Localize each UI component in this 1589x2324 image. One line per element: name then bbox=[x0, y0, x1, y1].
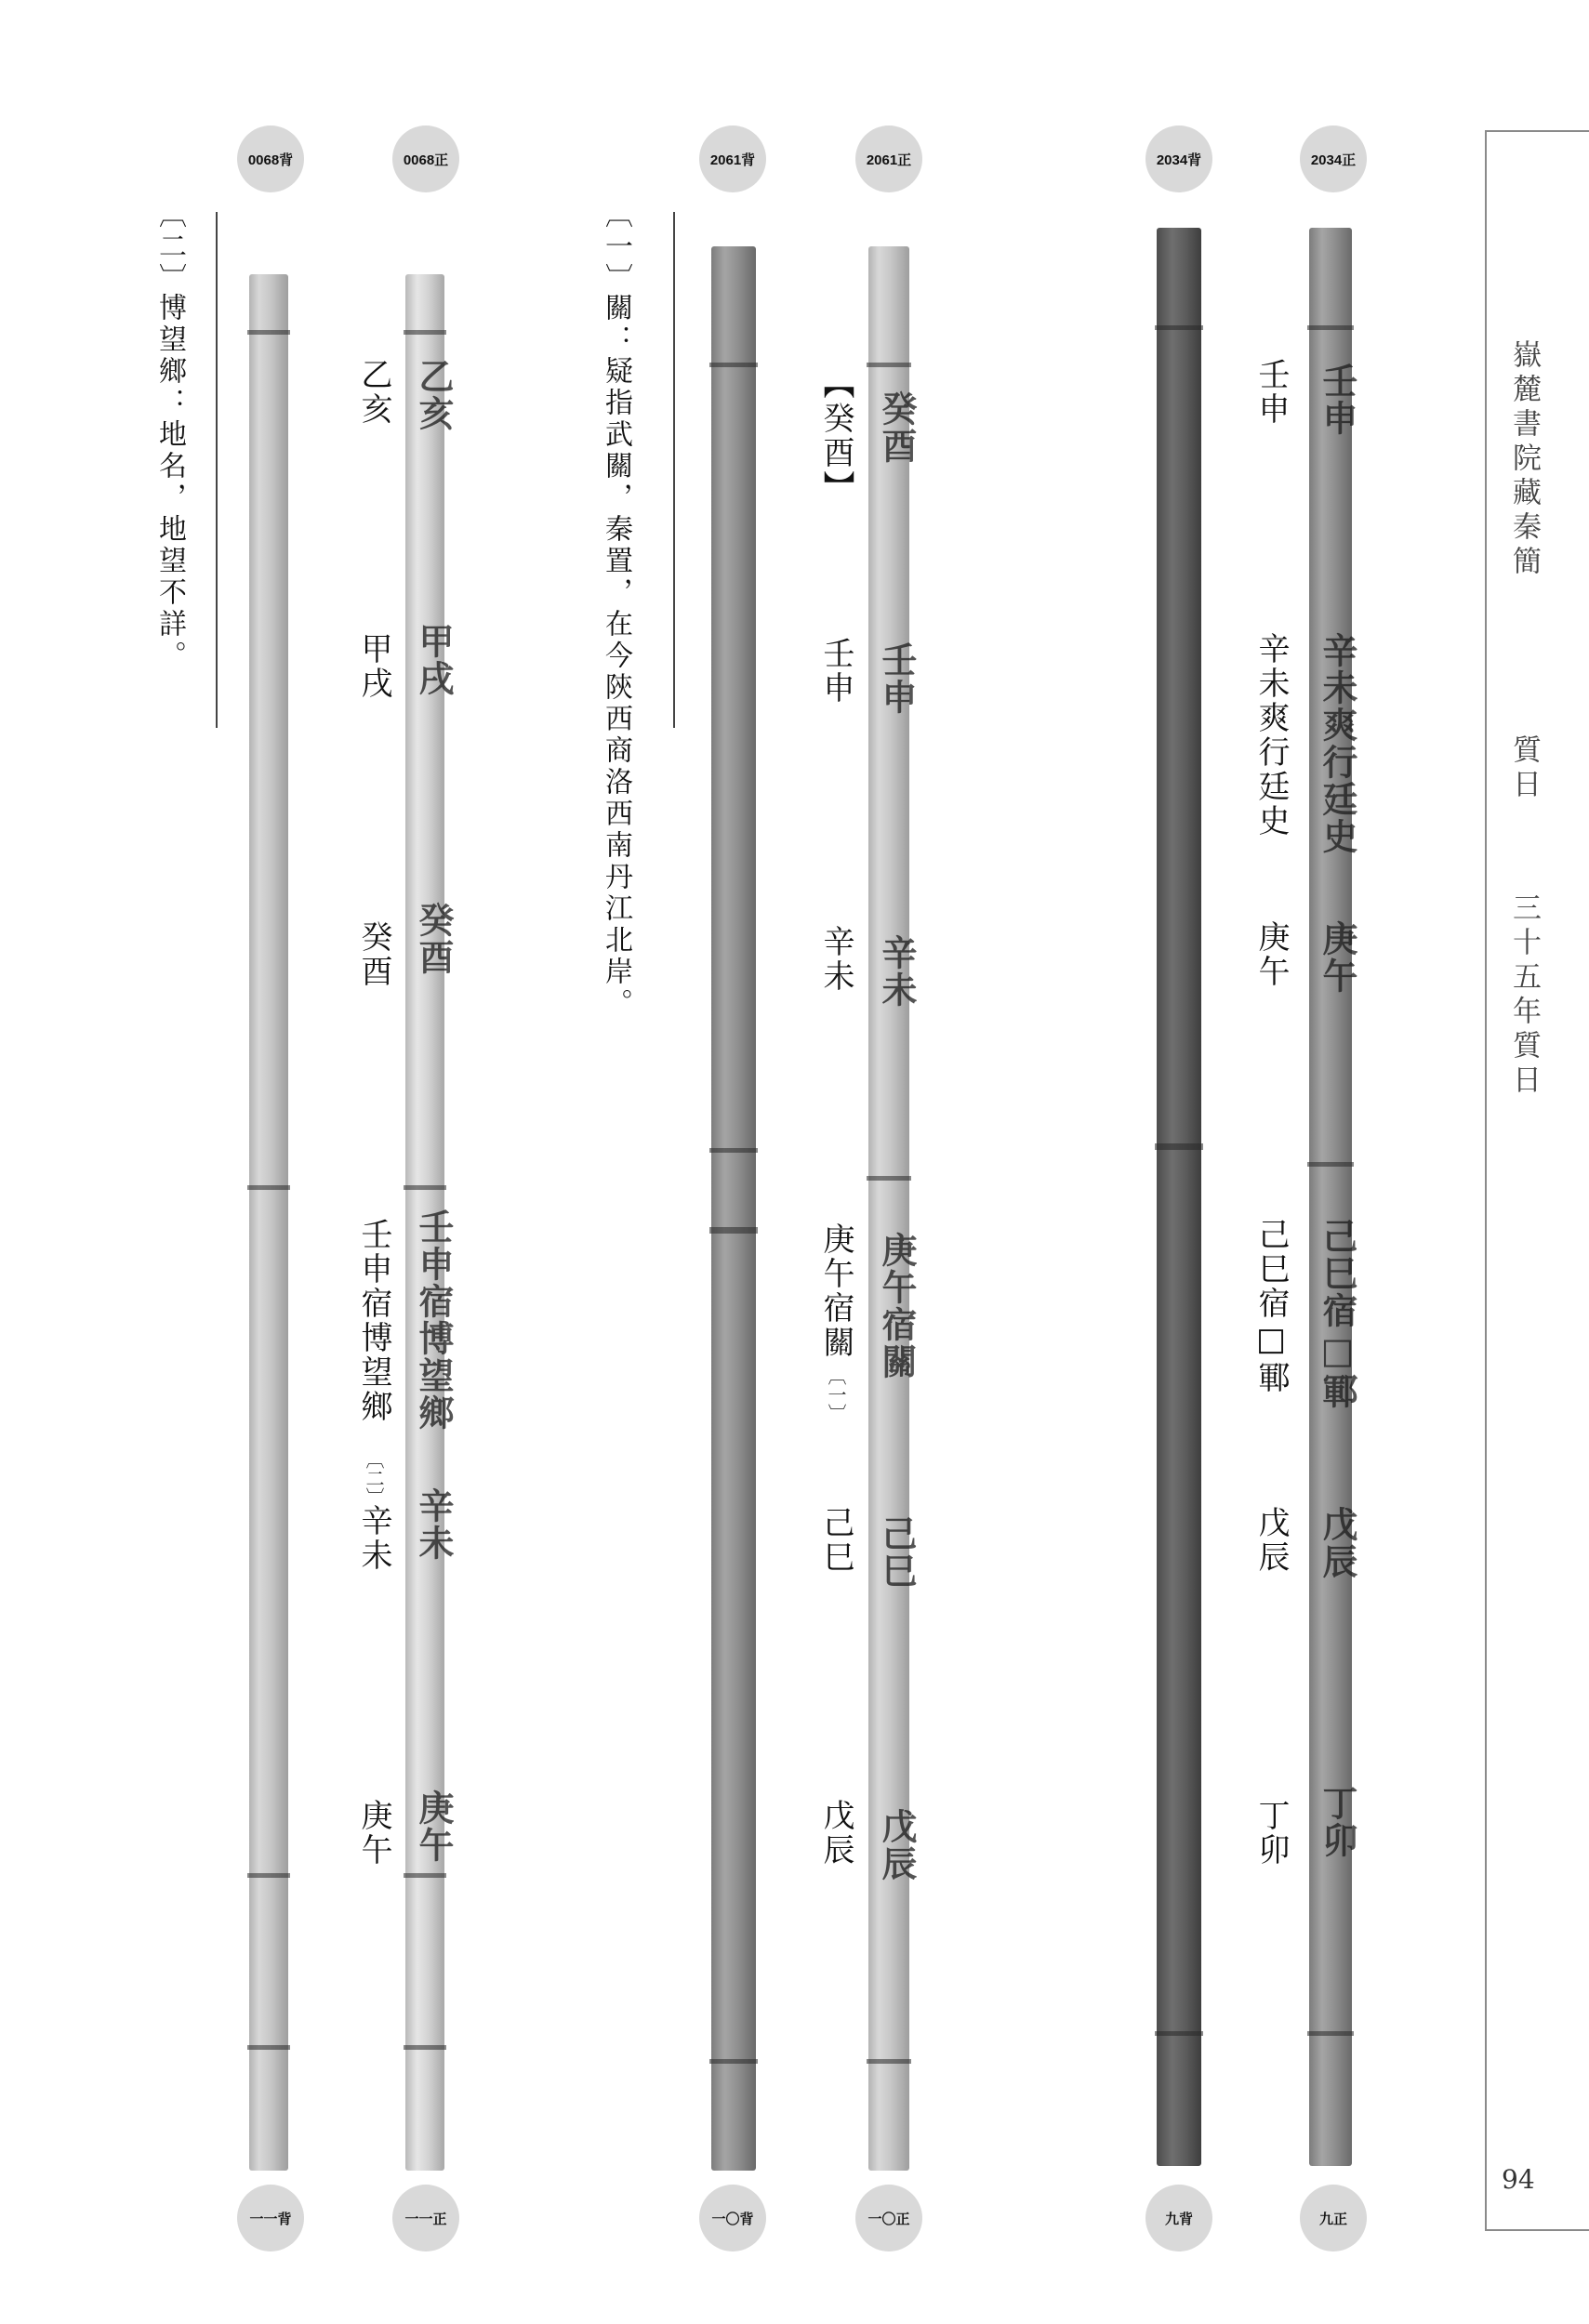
ink-text: 己巳宿□鄆 bbox=[1317, 1218, 1358, 1410]
transcription-text: 【癸酉】 bbox=[817, 367, 854, 505]
transcription-text: 己巳 bbox=[817, 1506, 854, 1575]
note-reference: 〔一〕 bbox=[825, 1367, 847, 1422]
slip-id-top: 2061背 bbox=[699, 125, 766, 192]
transcription-text: 辛未爽行廷史 bbox=[1252, 632, 1290, 838]
transcription-text: 庚午 bbox=[1252, 920, 1290, 989]
transcription-text: 癸酉 bbox=[355, 920, 392, 989]
slip-id-bottom: 九背 bbox=[1145, 2185, 1212, 2251]
bamboo-slip-2034-front bbox=[1309, 228, 1352, 2166]
slip-id-top: 0068正 bbox=[392, 125, 459, 192]
ink-text: 乙亥 bbox=[413, 358, 455, 432]
slip-id-bottom: 一一正 bbox=[392, 2185, 459, 2251]
transcription-text: 戊辰 bbox=[1252, 1506, 1290, 1575]
ink-text: 戊辰 bbox=[876, 1808, 918, 1882]
ink-text: 壬申 bbox=[1317, 363, 1358, 437]
note-1-marker: 〔一〕 bbox=[600, 200, 632, 295]
transcription-text: 甲戌 bbox=[355, 632, 392, 701]
bamboo-slip-0068-back bbox=[249, 274, 288, 2171]
transcription-text: 庚午宿關 bbox=[817, 1222, 854, 1360]
ink-text: 戊辰 bbox=[1317, 1506, 1358, 1580]
note-2-marker: 〔二〕 bbox=[153, 200, 186, 295]
bamboo-slip-2061-back bbox=[711, 246, 756, 2171]
ink-text: 庚午 bbox=[413, 1789, 455, 1864]
slip-id-bottom: 一〇背 bbox=[699, 2185, 766, 2251]
ink-text: 辛未爽行廷史 bbox=[1317, 632, 1358, 855]
note-2-text: 博望鄉：地名，地望不詳。 bbox=[153, 293, 186, 672]
ink-text: 癸酉 bbox=[876, 390, 918, 465]
ink-text: 庚午宿關 bbox=[876, 1232, 918, 1380]
transcription-text: 辛未 bbox=[355, 1504, 392, 1573]
transcription-text: 乙亥 bbox=[355, 358, 392, 427]
note-reference: 〔二〕 bbox=[363, 1450, 385, 1506]
ink-text: 庚午 bbox=[1317, 920, 1358, 995]
transcription-text: 戊辰 bbox=[817, 1799, 854, 1868]
ink-text: 癸酉 bbox=[413, 902, 455, 976]
transcription-text: 壬申宿博望鄉 bbox=[355, 1218, 392, 1424]
note-divider bbox=[673, 212, 675, 728]
note-1-text: 關：疑指武關，秦置，在今陝西商洛西南丹江北岸。 bbox=[600, 293, 632, 1020]
slip-id-top: 0068背 bbox=[237, 125, 304, 192]
ink-text: 丁卯 bbox=[1317, 1785, 1358, 1859]
ink-text: 己巳 bbox=[876, 1515, 918, 1590]
slip-id-bottom: 一〇正 bbox=[855, 2185, 922, 2251]
transcription-text: 壬申 bbox=[817, 637, 854, 706]
slip-id-top: 2061正 bbox=[855, 125, 922, 192]
ink-text: 辛未 bbox=[413, 1487, 455, 1562]
chapter-title: 三十五年質日 bbox=[1507, 892, 1541, 1099]
book-title: 嶽麓書院藏秦簡 bbox=[1507, 339, 1541, 580]
slip-id-top: 2034背 bbox=[1145, 125, 1212, 192]
slip-id-bottom: 九正 bbox=[1300, 2185, 1367, 2251]
transcription-text: 辛未 bbox=[817, 925, 854, 994]
ink-text: 壬申 bbox=[876, 641, 918, 716]
slip-id-bottom: 一一背 bbox=[237, 2185, 304, 2251]
ink-text: 辛未 bbox=[876, 934, 918, 1009]
ink-text: 甲戌 bbox=[413, 623, 455, 697]
slip-id-top: 2034正 bbox=[1300, 125, 1367, 192]
page-number: 94 bbox=[1502, 2164, 1535, 2195]
section-title: 質日 bbox=[1507, 734, 1541, 803]
note-divider bbox=[216, 212, 218, 728]
transcription-text: 壬申 bbox=[1252, 358, 1290, 427]
bamboo-slip-2034-back bbox=[1157, 228, 1201, 2166]
transcription-text: 庚午 bbox=[355, 1799, 392, 1868]
transcription-text: 丁卯 bbox=[1252, 1799, 1290, 1868]
transcription-text: 己巳宿□鄆 bbox=[1252, 1218, 1290, 1395]
ink-text: 壬申宿博望鄉 bbox=[413, 1208, 455, 1432]
